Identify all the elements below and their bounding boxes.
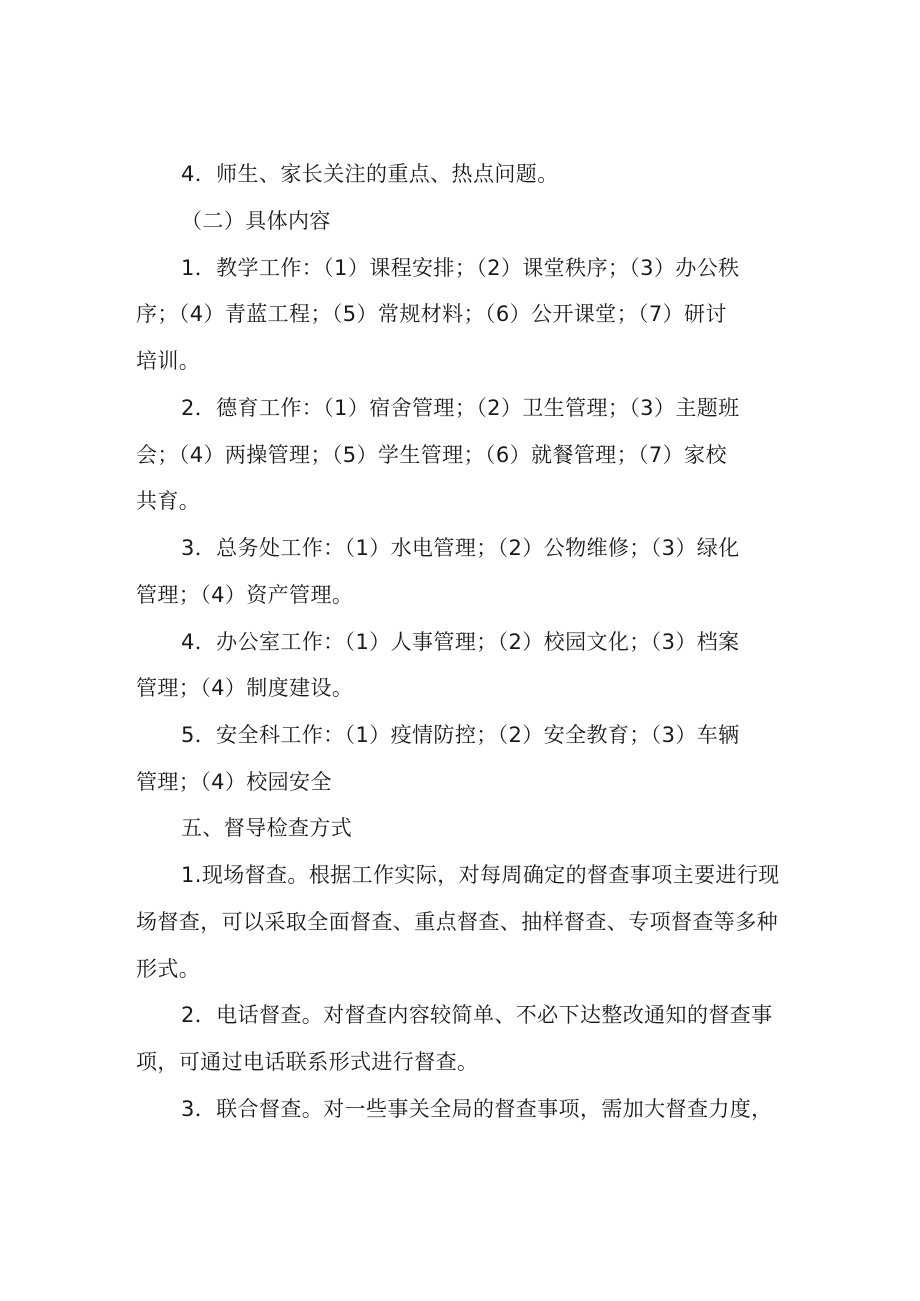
text-line: 管理；（4）制度建设。 [136, 676, 354, 700]
text-line: 1.现场督查。根据工作实际，对每周确定的督查事项主要进行现 [181, 863, 780, 887]
text-line: 管理；（4）资产管理。 [136, 583, 354, 607]
text-line: 培训。 [136, 349, 201, 373]
text-line: 管理；（4）校园安全 [136, 770, 332, 794]
text-line: 形式。 [136, 957, 201, 981]
text-line: 4．师生、家长关注的重点、热点问题。 [181, 162, 559, 186]
text-line: 序；（4）青蓝工程；（5）常规材料；（6）公开课堂；（7）研讨 [136, 302, 727, 326]
section-heading: （二）具体内容 [181, 209, 331, 233]
text-line: 3．联合督查。对一些事关全局的督查事项，需加大督查力度， [181, 1097, 773, 1121]
text-line: 1．教学工作：（1）课程安排；（2）课堂秩序；（3）办公秩 [181, 256, 740, 280]
text-line: 4．办公室工作：（1）人事管理；（2）校园文化；（3）档案 [181, 630, 740, 654]
text-line: 2．德育工作：（1）宿舍管理；（2）卫生管理；（3）主题班 [181, 396, 740, 420]
text-line: 3．总务处工作：（1）水电管理；（2）公物维修；（3）绿化 [181, 536, 740, 560]
text-line: 场督查，可以采取全面督查、重点督查、抽样督查、专项督查等多种 [136, 910, 778, 934]
text-line: 5．安全科工作：（1）疫情防控；（2）安全教育；（3）车辆 [181, 723, 740, 747]
text-line: 共育。 [136, 489, 201, 513]
text-line: 2．电话督查。对督查内容较简单、不必下达整改通知的督查事 [181, 1003, 773, 1027]
text-line: 项，可通过电话联系形式进行督查。 [136, 1050, 479, 1074]
section-heading: 五、督导检查方式 [181, 816, 353, 840]
text-line: 会；（4）两操管理；（5）学生管理；（6）就餐管理；（7）家校 [136, 443, 727, 467]
